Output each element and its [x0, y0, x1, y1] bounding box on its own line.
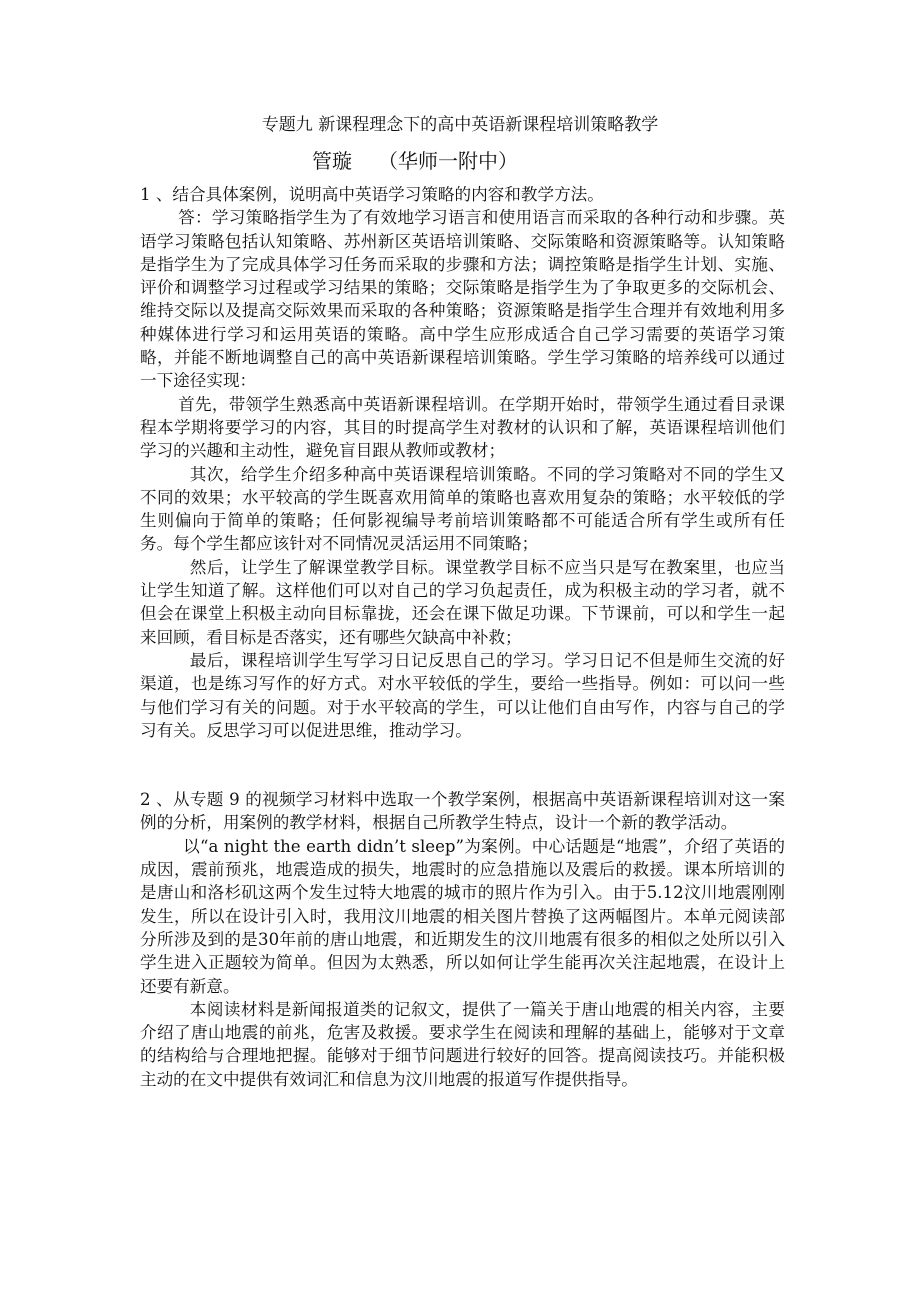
answer-paragraph: 首先，带领学生熟悉高中英语新课程培训。在学期开始时，带领学生通过看目录课程本学期将要学习的内容，其目的时提高学生对教材的认识和了解，英语课程培训他们学习的兴趣和主动性，避免盲目跟从教师或教材；: [140, 394, 785, 461]
document-title: 专题九 新课程理念下的高中英语新课程培训策略教学: [261, 115, 659, 135]
answer-paragraph: 答：学习策略指学生为了有效地学习语言和使用语言而采取的各种行动和步骤。英语学习策略包括认知策略、苏州新区英语培训策略、交际策略和资源策略等。认知策略是指学生为了完成具体学习任务而采取的步骤和方法；调控策略是指学生计划、实施、评价和调整学习过程或学习结果的策略；交际策略是指学生为了争取更多的交际机会、维持交际以及提高交际效果而采取的各种策略；资源策略是指学生合理并有效地利用多种媒体进行学习和运用英语的策略。高中学生应形成适合自己学习需要的英语学习策略，并能不断地调整自己的高中英语新课程培训策略。学生学习策略的培养线可以通过一下途径实现：: [140, 208, 785, 391]
section-gap: [140, 742, 785, 788]
answer-paragraph: 最后，课程培训学生写学习日记反思自己的学习。学习日记不但是师生交流的好渠道，也是练习写作的好方式。对水平较低的学生，要给一些指导。例如：可以问一些与他们学习有关的问题。对于水平较高的学生，可以让他们自由写作，内容与自己的学习有关。反思学习可以促进思维，推动学习。: [140, 650, 785, 740]
question-2: 2 、从专题 9 的视频学习材料中选取一个教学案例，根据高中英语新课程培训对这一案例的分析，用案例的教学材料，根据自己所教学生特点，设计一个新的教学活动。: [140, 790, 785, 833]
author-affiliation: （华师一附中）: [378, 149, 518, 173]
question-1: 1 、结合具体案例，说明高中英语学习策略的内容和教学方法。: [140, 185, 604, 204]
document-body: [140, 183, 785, 1091]
answer-paragraph: 然后，让学生了解课堂教学目标。课堂教学目标不应当只是写在教案里，也应当让学生知道了解。这样他们可以对自己的学习负起责任，成为积极主动的学习者，就不但会在课堂上积极主动向目标靠拢，还会在课下做足功课。下节课前，可以和学生一起来回顾，看目标是否落实，还有哪些欠缺高中补救；: [140, 557, 785, 647]
answer-paragraph: 以“a night the earth didn’t sleep”为案例。中心话题是“地震”，介绍了英语的成因，震前预兆，地震造成的损失，地震时的应急措施以及震后的救援。课本所培训的是唐山和洛杉矶这两个发生过特大地震的城市的照片作为引入。由于5.12汶川地震刚刚发生，所以在设计引入时，我用汶川地震的相关图片替换了这两幅图片。本单元阅读部分所涉及到的是30年前的唐山地震，和近期发生的汶川地震有很多的相似之处所以引入学生进入正题较为简单。但因为太熟悉，所以如何让学生能再次关注起地震，在设计上还要有新意。: [140, 836, 785, 996]
answer-paragraph: 其次，给学生介绍多种高中英语课程培训策略。不同的学习策略对不同的学生又不同的效果；水平较高的学生既喜欢用简单的策略也喜欢用复杂的策略；水平较低的学生则偏向于简单的策略；任何影视编导考前培训策略都不可能适合所有学生或所有任务。每个学生都应该针对不同情况灵活运用不同策略；: [140, 464, 785, 554]
section-1: [140, 183, 785, 742]
author-line: [312, 147, 518, 175]
answer-paragraph: 本阅读材料是新闻报道类的记叙文，提供了一篇关于唐山地震的相关内容，主要介绍了唐山地震的前兆，危害及救援。要求学生在阅读和理解的基础上，能够对于文章的结构给与合理地把握。能够对于细节问题进行较好的回答。提高阅读技巧。并能积极主动的在文中提供有效词汇和信息为汶川地震的报道写作提供指导。: [140, 999, 785, 1089]
author-name: 管璇: [312, 149, 352, 173]
section-2: [140, 788, 785, 1091]
